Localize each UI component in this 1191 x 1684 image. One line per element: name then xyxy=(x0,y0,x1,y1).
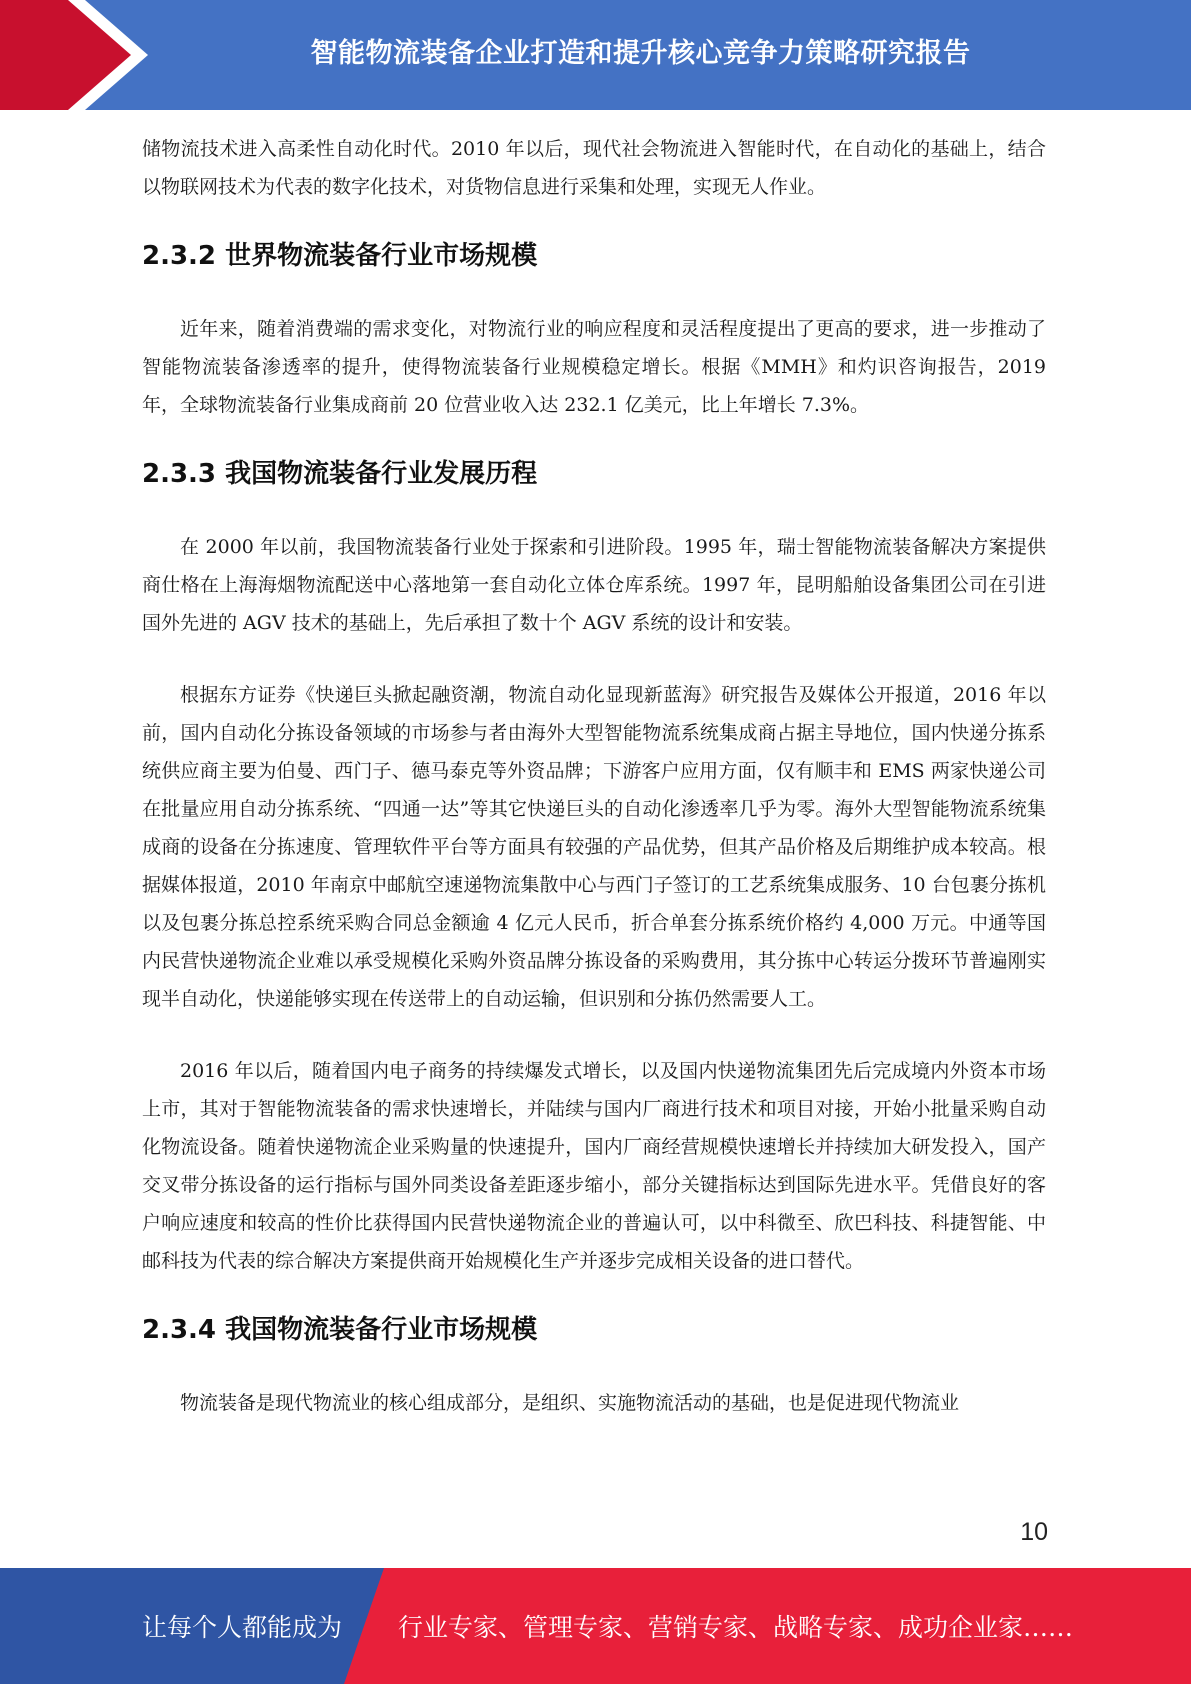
section-heading-2-3-4: 2.3.4 我国物流装备行业市场规模 xyxy=(142,1315,538,1345)
section-heading-2-3-3: 2.3.3 我国物流装备行业发展历程 xyxy=(142,459,538,489)
footer-slogan-right: 行业专家、管理专家、营销专家、战略专家、成功企业家…… xyxy=(398,1613,1074,1642)
document-body xyxy=(142,130,1046,1422)
page-footer xyxy=(0,1568,1191,1684)
paragraph: 在 2000 年以前，我国物流装备行业处于探索和引进阶段。1995 年，瑞士智能物流装备解决方案提供商仕格在上海海烟物流配送中心落地第一套自动化立体仓库系统。1997 年，昆明船舶设备集团公司在引进国外先进的 AGV 技术的基础上，先后承担了数十个 AGV 系统的设计和安装。 xyxy=(142,536,1046,634)
intro-paragraph: 储物流技术进入高柔性自动化时代。2010 年以后，现代社会物流进入智能时代，在自动化的基础上，结合以物联网技术为代表的数字化技术，对货物信息进行采集和处理，实现无人作业。 xyxy=(142,138,1046,198)
footer-slogan-left: 让每个人都能成为 xyxy=(142,1613,343,1642)
page-number: 10 xyxy=(1020,1518,1048,1546)
paragraph: 2016 年以后，随着国内电子商务的持续爆发式增长，以及国内快递物流集团先后完成境内外资本市场上市，其对于智能物流装备的需求快速增长，并陆续与国内厂商进行技术和项目对接，开始小批量采购自动化物流设备。随着快递物流企业采购量的快速提升，国内厂商经营规模快速增长并持续加大研发投入，国产交叉带分拣设备的运行指标与国外同类设备差距逐步缩小，部分关键指标达到国际先进水平。凭借良好的客户响应速度和较高的性价比获得国内民营快递物流企业的普遍认可，以中科微至、欣巴科技、科捷智能、中邮科技为代表的综合解决方案提供商开始规模化生产并逐步完成相关设备的进口替代。 xyxy=(142,1060,1046,1272)
paragraph: 近年来，随着消费端的需求变化，对物流行业的响应程度和灵活程度提出了更高的要求，进一步推动了智能物流装备渗透率的提升，使得物流装备行业规模稳定增长。根据《MMH》和灼识咨询报告，2019 年，全球物流装备行业集成商前 20 位营业收入达 232.1 亿美元，比上年增长 7.3%。 xyxy=(142,318,1046,416)
report-title: 智能物流装备企业打造和提升核心竞争力策略研究报告 xyxy=(310,37,971,69)
paragraph: 物流装备是现代物流业的核心组成部分，是组织、实施物流活动的基础，也是促进现代物流业 xyxy=(180,1392,960,1414)
page-header xyxy=(0,0,1191,110)
paragraph: 根据东方证券《快递巨头掀起融资潮，物流自动化显现新蓝海》研究报告及媒体公开报道，2016 年以前，国内自动化分拣设备领域的市场参与者由海外大型智能物流系统集成商占据主导地位，国内快递分拣系统供应商主要为伯曼、西门子、德马泰克等外资品牌；下游客户应用方面，仅有顺丰和 EMS 两家快递公司在批量应用自动分拣系统、“四通一达”等其它快递巨头的自动化渗透率几乎为零。海外大型智能物流系统集成商的设备在分拣速度、管理软件平台等方面具有较强的产品优势，但其产品价格及后期维护成本较高。根据媒体报道，2010 年南京中邮航空速递物流集散中心与西门子签订的工艺系统集成服务、10 台包裹分拣机以及包裹分拣总控系统采购合同总金额逾 4 亿元人民币，折合单套分拣系统价格约 4,000 万元。中通等国内民营快递物流企业难以承受规模化采购外资品牌分拣设备的采购费用，其分拣中心转运分拨环节普遍刚实现半自动化，快递能够实现在传送带上的自动运输，但识别和分拣仍然需要人工。 xyxy=(142,684,1046,1010)
section-heading-2-3-2: 2.3.2 世界物流装备行业市场规模 xyxy=(142,241,538,271)
header-chevron-decoration xyxy=(0,0,160,110)
